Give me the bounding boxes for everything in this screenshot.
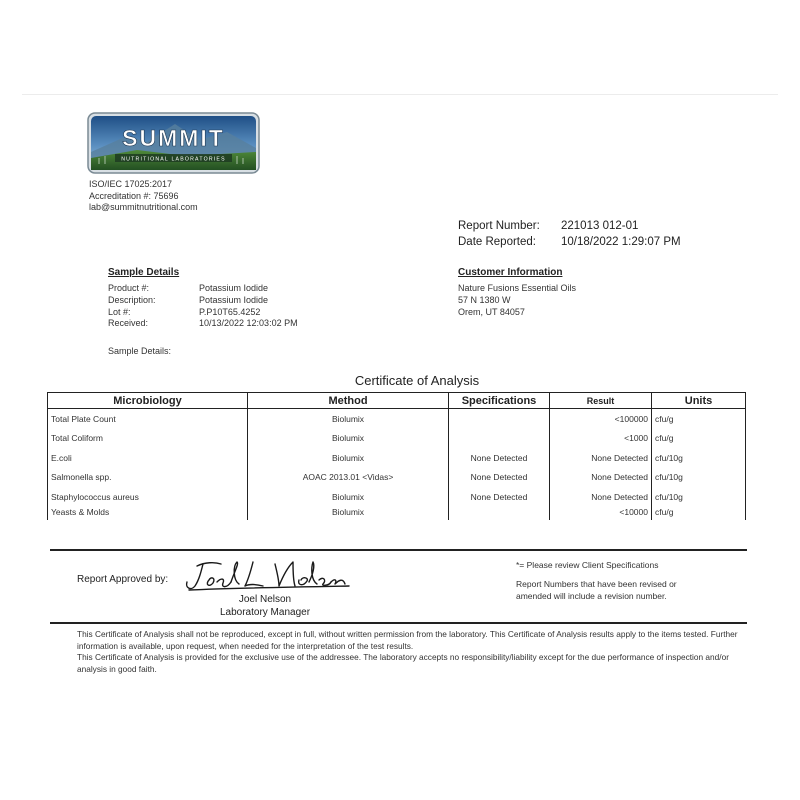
test-name: Yeasts & Molds bbox=[48, 507, 248, 520]
table-row bbox=[48, 409, 746, 429]
table-row bbox=[48, 448, 746, 468]
test-result: None Detected bbox=[550, 448, 652, 468]
report-info bbox=[458, 218, 681, 250]
customer-city: Orem, UT 84057 bbox=[458, 306, 525, 317]
test-result: None Detected bbox=[550, 468, 652, 488]
test-units: cfu/10g bbox=[652, 487, 746, 507]
date-reported-value: 10/18/2022 1:29:07 PM bbox=[561, 236, 681, 248]
sample-value: 10/13/2022 12:03:02 PM bbox=[199, 318, 298, 329]
sample-label: Product #: bbox=[108, 283, 150, 293]
customer-street: 57 N 1380 W bbox=[458, 294, 511, 305]
table-header-row bbox=[48, 393, 746, 409]
test-units: cfu/g bbox=[652, 507, 746, 520]
test-spec bbox=[449, 507, 550, 520]
test-result: <1000 bbox=[550, 429, 652, 449]
sample-label: Description: bbox=[108, 294, 156, 305]
report-approved-label: Report Approved by: bbox=[77, 574, 169, 585]
certificate-title: Certificate of Analysis bbox=[354, 373, 480, 388]
table-row bbox=[48, 507, 746, 520]
iso-standard: ISO/IEC 17025:2017 bbox=[89, 179, 173, 189]
test-units: cfu/10g bbox=[652, 468, 746, 488]
table-row bbox=[48, 468, 746, 488]
col-header-microbiology: Microbiology bbox=[48, 393, 248, 409]
logo-subtext: NUTRITIONAL LABORATORIES bbox=[121, 156, 226, 163]
test-method: Biolumix bbox=[248, 409, 449, 429]
test-method: AOAC 2013.01 <Vidas> bbox=[248, 468, 449, 488]
test-method: Biolumix bbox=[248, 448, 449, 468]
signer-block bbox=[190, 594, 340, 619]
sample-label: Lot #: bbox=[108, 306, 131, 317]
test-result: <10000 bbox=[550, 507, 652, 520]
accreditation-number: Accreditation #: 75696 bbox=[89, 190, 179, 201]
col-header-method: Method bbox=[248, 393, 449, 409]
summit-logo bbox=[87, 112, 260, 174]
date-reported-label: Date Reported: bbox=[458, 236, 536, 248]
logo-wordmark: SUMMIT bbox=[122, 125, 225, 151]
signature-image bbox=[183, 558, 353, 594]
test-name: Salmonella spp. bbox=[48, 468, 248, 488]
disclaimer bbox=[77, 629, 747, 675]
test-method: Biolumix bbox=[248, 487, 449, 507]
sample-details-title: Sample Details bbox=[108, 267, 180, 278]
test-method: Biolumix bbox=[248, 429, 449, 449]
customer-name: Nature Fusions Essential Oils bbox=[458, 283, 577, 293]
lab-email: lab@summitnutritional.com bbox=[89, 202, 198, 212]
sample-details-grid bbox=[108, 283, 298, 330]
test-spec: None Detected bbox=[449, 487, 550, 507]
customer-info-title: Customer Information bbox=[458, 267, 563, 278]
signer-title: Laboratory Manager bbox=[219, 606, 311, 618]
divider-top bbox=[50, 549, 747, 551]
lab-accreditation-block bbox=[89, 179, 198, 214]
client-spec-note: *= Please review Client Specifications bbox=[516, 560, 659, 570]
test-spec: None Detected bbox=[449, 468, 550, 488]
test-name: Total Plate Count bbox=[48, 409, 248, 429]
report-number-value: 221013 012-01 bbox=[561, 220, 639, 232]
sample-value: Potassium Iodide bbox=[199, 283, 269, 293]
test-name: E.coli bbox=[48, 448, 248, 468]
disclaimer-paragraph: This Certificate of Analysis shall not be reproduced, except in full, without written permission from the laboratory. This Certificate of Analysis results apply to the items tested. Further information is available, upon request, when needed for the interpretation of the test results. bbox=[77, 629, 738, 651]
sample-label: Received: bbox=[108, 318, 149, 329]
table-row bbox=[48, 429, 746, 449]
test-result: None Detected bbox=[550, 487, 652, 507]
table-row bbox=[48, 487, 746, 507]
sample-value: Potassium Iodide bbox=[199, 294, 269, 305]
divider-bottom bbox=[50, 622, 747, 624]
page-top-divider bbox=[22, 94, 778, 95]
col-header-specifications: Specifications bbox=[449, 393, 550, 409]
test-method: Biolumix bbox=[248, 507, 449, 520]
test-spec bbox=[449, 409, 550, 429]
test-name: Total Coliform bbox=[48, 429, 248, 449]
sample-value: P.P10T65.4252 bbox=[199, 306, 261, 317]
test-name: Staphylococcus aureus bbox=[48, 487, 248, 507]
revision-note: Report Numbers that have been revised or amended will include a revision number. bbox=[516, 579, 677, 601]
col-header-units: Units bbox=[652, 393, 746, 409]
test-units: cfu/10g bbox=[652, 448, 746, 468]
analysis-table bbox=[47, 392, 746, 520]
signer-name: Joel Nelson bbox=[238, 594, 292, 605]
test-units: cfu/g bbox=[652, 409, 746, 429]
sample-details-section bbox=[108, 267, 298, 330]
disclaimer-paragraph: This Certificate of Analysis is provided for the exclusive use of the addressee. The laboratory accepts no responsibility/liability except for the due performance of inspection and/or analysis in good faith. bbox=[77, 652, 729, 674]
test-result: <100000 bbox=[550, 409, 652, 429]
test-spec bbox=[449, 429, 550, 449]
col-header-result: Result bbox=[550, 393, 652, 409]
report-number-label: Report Number: bbox=[458, 220, 540, 232]
test-units: cfu/g bbox=[652, 429, 746, 449]
sample-details-label: Sample Details: bbox=[108, 346, 172, 356]
test-spec: None Detected bbox=[449, 448, 550, 468]
customer-info-section bbox=[458, 267, 576, 318]
